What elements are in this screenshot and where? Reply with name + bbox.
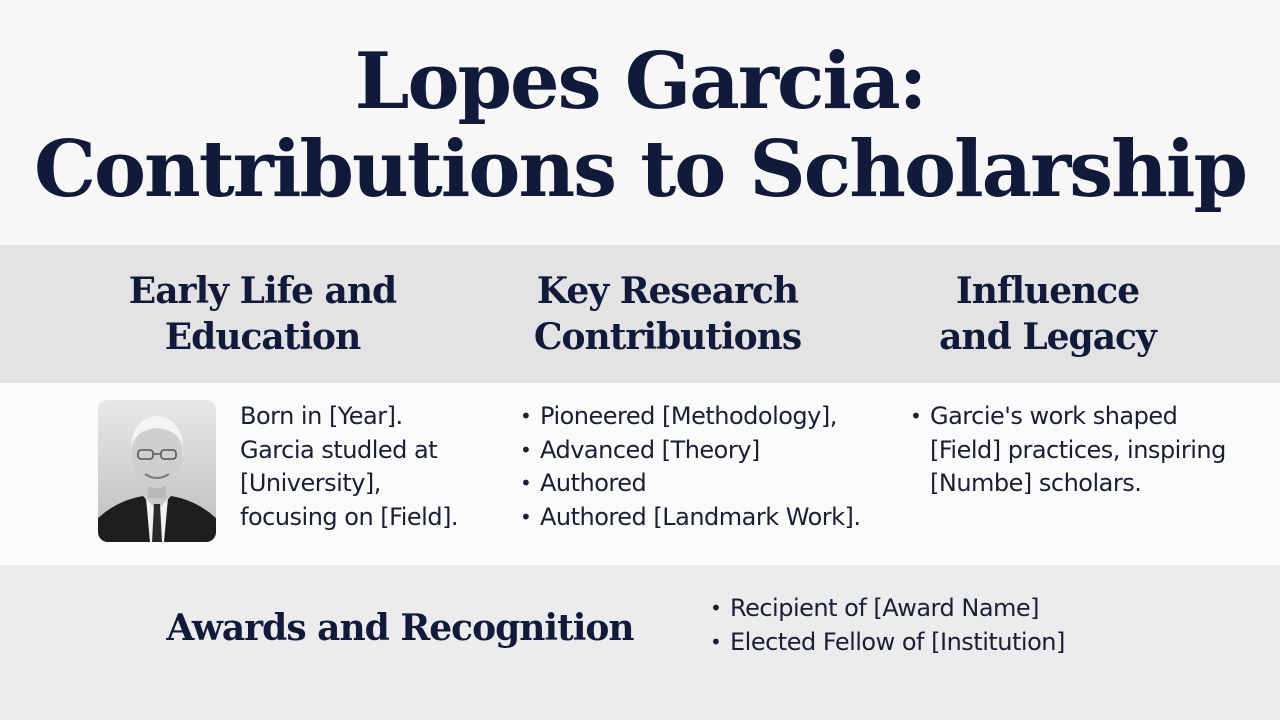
awards-band (0, 565, 1280, 720)
research-heading-text: Key Research Contributions (533, 270, 802, 358)
page-title-line-2: Contributions to Scholarship (33, 123, 1247, 215)
list-item: • Advanced [Theory] (518, 434, 878, 468)
legacy-list (908, 400, 1238, 501)
content-band (0, 383, 1280, 565)
list-item: • Garcie's work shaped [Field] practices, inspiring [Numbe] scholars. (908, 400, 1238, 501)
list-item: • Elected Fellow of [Institution] (708, 626, 1208, 660)
list-item: • Recipient of [Award Name] (708, 592, 1208, 626)
bio-line: focusing on [Field]. (240, 502, 459, 531)
early-life-bio (240, 400, 500, 534)
research-list (518, 400, 878, 534)
bio-line: Born in [Year]. (240, 402, 403, 430)
title-block (0, 0, 1280, 245)
legacy-heading (875, 245, 1220, 383)
research-heading (495, 245, 840, 383)
bio-line: [University], (240, 469, 381, 497)
bio-line: Garcia studled at (240, 435, 438, 464)
awards-list (708, 592, 1208, 659)
legacy-heading-text: Influence and Legacy (939, 270, 1156, 358)
list-item: • Pioneered [Methodology], (518, 400, 878, 434)
portrait-photo (98, 400, 216, 542)
awards-heading: Awards and Recognition (166, 606, 634, 649)
page-title-line-1: Lopes Garcia: (354, 35, 926, 127)
early-life-heading (90, 245, 435, 383)
list-item: • Authored [Landmark Work]. (518, 501, 878, 535)
section-heading-band (0, 245, 1280, 383)
early-life-heading-text: Early Life and Education (128, 270, 397, 358)
list-item: • Authored (518, 467, 878, 501)
portrait-photo-icon (98, 400, 216, 542)
